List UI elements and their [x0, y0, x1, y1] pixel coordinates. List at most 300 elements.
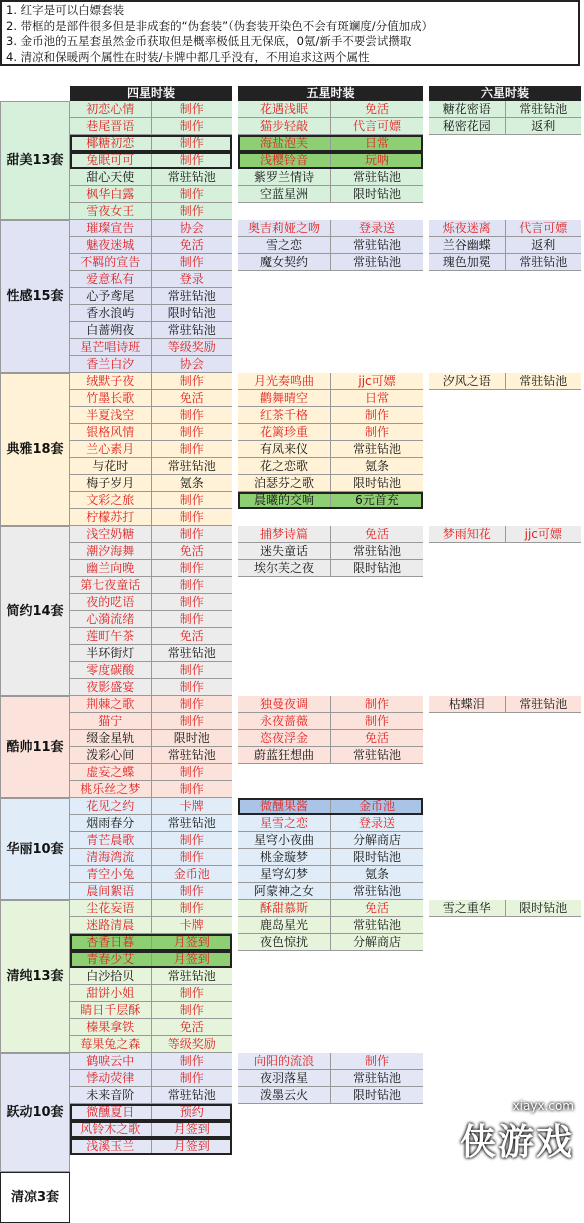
outfit-source: 制作: [151, 611, 233, 627]
outfit-name: 瑰色加冕: [442, 255, 491, 269]
outfit-source: 分解商店: [330, 832, 423, 848]
table-row: [70, 1036, 232, 1053]
outfit-name: 香兰白汐: [86, 357, 135, 371]
outfit-source: 制作: [151, 407, 233, 423]
table-row: [70, 560, 232, 577]
table-row: [70, 118, 232, 135]
outfit-source: 制作: [151, 900, 233, 916]
outfit-source: 6元首充: [330, 492, 423, 508]
outfit-name: 鹤唳云中: [86, 1054, 135, 1068]
outfit-source: 制作: [151, 118, 233, 134]
table-row: [70, 968, 232, 985]
table-row: [429, 696, 581, 713]
outfit-source: 协会: [151, 356, 233, 372]
outfit-source: 免活: [330, 730, 423, 746]
outfit-source: 制作: [330, 696, 423, 712]
outfit-name: 恣夜浮金: [259, 731, 308, 745]
outfit-source: 常驻钻池: [330, 237, 423, 253]
category-cell: [0, 1172, 70, 1223]
outfit-source: 常驻钻池: [151, 645, 233, 661]
table-row: [70, 1070, 232, 1087]
outfit-name: 花遇浅眠: [259, 102, 308, 116]
table-row: [70, 1002, 232, 1019]
outfit-name: 紫罗兰情诗: [253, 170, 314, 184]
outfit-name: 尘花妄语: [86, 901, 135, 915]
outfit-source: 常驻钻池: [505, 696, 582, 712]
table-row: [238, 832, 423, 849]
category-count: 18套: [32, 442, 64, 457]
category-name: 典雅: [6, 442, 33, 457]
category-name: 酷帅: [6, 739, 33, 755]
category-cell: [0, 696, 70, 798]
table-row: [70, 543, 232, 560]
outfit-name: 缀金星轨: [86, 731, 135, 745]
outfit-name: 竹墨长歌: [86, 391, 135, 405]
outfit-source: 制作: [151, 577, 233, 593]
table-row: [70, 900, 232, 917]
outfit-name: 独曼夜调: [259, 697, 308, 711]
outfit-name: 椰糖初恋: [86, 136, 135, 150]
outfit-source: 常驻钻池: [330, 747, 423, 763]
outfit-name: 青芒晨歌: [86, 833, 135, 847]
outfit-name: 榛果拿铁: [86, 1020, 135, 1034]
outfit-source: 常驻钻池: [151, 169, 233, 185]
outfit-source: 制作: [151, 424, 233, 440]
table-row: [70, 917, 232, 934]
outfit-name: 有凤来仪: [259, 442, 308, 456]
table-row: [238, 390, 423, 407]
category-cell: [0, 900, 70, 1053]
outfit-name: 兰心素月: [86, 442, 135, 456]
watermark-site: xiayx.com: [512, 1099, 574, 1113]
outfit-source: 限时池: [151, 730, 233, 746]
table-row: [238, 815, 423, 832]
table-row: [238, 798, 423, 815]
outfit-source: 代言可嫖: [505, 220, 582, 236]
table-row: [70, 169, 232, 186]
table-row: [429, 526, 581, 543]
outfit-name: 微醺夏日: [86, 1105, 135, 1119]
outfit-source: 制作: [151, 1070, 233, 1086]
outfit-source: 制作: [330, 713, 423, 729]
note-4: 4. 清凉和保暖两个属性在时装/卡牌中都几乎没有，不用追求这两个属性: [6, 49, 370, 64]
outfit-name: 烟雨春分: [86, 816, 135, 830]
outfit-name: 空蓝星洲: [259, 187, 308, 201]
outfit-name: 甜心天使: [86, 170, 135, 184]
watermark-brand: 侠游戏: [459, 1122, 574, 1163]
six-star-header: 六星时装: [429, 86, 581, 101]
category-count: 3套: [36, 1190, 60, 1205]
outfit-source: 日常: [330, 135, 423, 151]
outfit-source: 常驻钻池: [330, 543, 423, 559]
table-row: [70, 407, 232, 424]
outfit-name: 夜影盛宴: [86, 680, 135, 694]
outfit-source: 制作: [151, 679, 233, 695]
outfit-name: 文彩之旅: [86, 493, 135, 507]
category-name: 简约: [6, 603, 33, 619]
category-cell: [0, 1053, 70, 1172]
note-2: 2. 带框的是部件很多但是非成套的“伪套装”（伪套装开染色不会有斑斓度/分值加成）: [6, 18, 434, 33]
outfit-source: 登录送: [330, 220, 423, 236]
outfit-source: 免活: [330, 900, 423, 916]
outfit-name: 秘密花园: [442, 119, 491, 133]
outfit-source: 制作: [151, 526, 233, 542]
outfit-name: 桃金璇梦: [259, 850, 308, 864]
table-row: [238, 118, 423, 135]
outfit-name: 潮汐海舞: [86, 544, 135, 558]
outfit-source: 制作: [151, 849, 233, 865]
table-row: [238, 169, 423, 186]
table-row: [70, 815, 232, 832]
table-row: [70, 713, 232, 730]
outfit-name: 璀璨宣告: [86, 221, 135, 235]
table-row: [238, 152, 423, 169]
outfit-source: 制作: [151, 713, 233, 729]
table-row: [70, 662, 232, 679]
outfit-name: 半环街灯: [86, 646, 135, 660]
outfit-source: 分解商店: [330, 934, 423, 950]
outfit-name: 酥甜慕斯: [259, 901, 308, 915]
outfit-source: 常驻钻池: [330, 441, 423, 457]
outfit-name: 夜的呓语: [86, 595, 135, 609]
outfit-name: 捕梦诗篇: [259, 527, 308, 541]
outfit-source: 限时钻池: [330, 560, 423, 576]
outfit-source: 预约: [151, 1104, 233, 1120]
table-row: [238, 526, 423, 543]
outfit-source: 免活: [151, 237, 233, 253]
table-row: [429, 220, 581, 237]
outfit-source: 限时钻池: [330, 186, 423, 202]
outfit-name: 心予鸢尾: [86, 289, 135, 303]
table-row: [70, 866, 232, 883]
outfit-name: 晨曦的交响: [253, 493, 314, 507]
outfit-name: 泼墨云火: [259, 1088, 308, 1102]
outfit-name: 枫华白露: [86, 187, 135, 201]
outfit-name: 梅子岁月: [86, 476, 135, 490]
outfit-name: 月光奏鸣曲: [253, 374, 314, 388]
outfit-name: 悸动荧律: [86, 1071, 135, 1085]
outfit-name: 夜羽落星: [259, 1071, 308, 1085]
table-row: [70, 611, 232, 628]
table-row: [70, 594, 232, 611]
outfit-name: 鹿岛星光: [259, 918, 308, 932]
table-row: [70, 305, 232, 322]
outfit-name: 兰谷幽蝶: [442, 238, 491, 252]
outfit-source: 玩呐: [330, 152, 423, 168]
outfit-name: 柠檬苏打: [86, 510, 135, 524]
table-row: [429, 118, 581, 135]
category-cell: [0, 526, 70, 696]
category-cell: [0, 220, 70, 373]
category-name: 甜美: [6, 153, 33, 168]
outfit-source: 制作: [151, 373, 233, 389]
table-row: [70, 373, 232, 390]
table-row: [238, 1087, 423, 1104]
category-count: 14套: [32, 603, 64, 619]
outfit-name: 虚妄之蝶: [86, 765, 135, 779]
table-row: [70, 339, 232, 356]
outfit-source: 常驻钻池: [330, 883, 423, 899]
outfit-name: 雪之恋: [265, 238, 302, 252]
table-row: [70, 764, 232, 781]
outfit-source: 金币池: [151, 866, 233, 882]
outfit-source: 制作: [151, 441, 233, 457]
note-1: 1. 红字是可以白嫖套装: [6, 3, 125, 17]
category-name: 华丽: [6, 841, 33, 857]
outfit-name: 红茶千格: [259, 408, 308, 422]
outfit-source: 免活: [151, 390, 233, 406]
table-row: [238, 543, 423, 560]
table-row: [238, 849, 423, 866]
outfit-name: 猫步轻敲: [259, 119, 308, 133]
outfit-source: 等级奖励: [151, 1036, 233, 1052]
outfit-source: 常驻钻池: [151, 747, 233, 763]
category-count: 15套: [32, 289, 64, 304]
category-count: 10套: [32, 841, 64, 857]
outfit-name: 白沙拾贝: [86, 969, 135, 983]
category-cell: [0, 798, 70, 900]
table-row: [70, 356, 232, 373]
outfit-source: 制作: [151, 254, 233, 270]
table-row: [238, 407, 423, 424]
outfit-source: 卡牌: [151, 798, 233, 814]
outfit-source: 制作: [151, 781, 233, 797]
table-row: [238, 458, 423, 475]
outfit-source: 登录: [151, 271, 233, 287]
outfit-source: 常驻钻池: [151, 458, 233, 474]
category-count: 13套: [32, 153, 64, 168]
table-row: [70, 883, 232, 900]
note-3: 3. 金币池的五星套虽然金币获取但是概率极低且无保底，0氪/新手不要尝试攒取: [6, 34, 412, 48]
outfit-name: 浅空奶糖: [86, 527, 135, 541]
outfit-name: 枯蝶泪: [448, 697, 485, 711]
table-row: [70, 186, 232, 203]
outfit-source: 金币池: [330, 798, 423, 814]
table-row: [238, 135, 423, 152]
table-row: [70, 1121, 232, 1138]
outfit-name: 巷尾晋语: [86, 119, 135, 133]
outfit-source: 等级奖励: [151, 339, 233, 355]
outfit-source: 制作: [151, 662, 233, 678]
outfit-source: 常驻钻池: [151, 288, 233, 304]
table-row: [70, 509, 232, 526]
outfit-source: 常驻钻池: [151, 968, 233, 984]
outfit-source: 限时钻池: [151, 305, 233, 321]
outfit-source: 制作: [151, 594, 233, 610]
table-row: [70, 254, 232, 271]
outfit-source: 常驻钻池: [330, 917, 423, 933]
outfit-name: 雪夜女王: [86, 204, 135, 218]
table-row: [238, 424, 423, 441]
outfit-name: 睛日千层酥: [80, 1003, 141, 1017]
outfit-source: 制作: [151, 696, 233, 712]
table-row: [70, 1138, 232, 1155]
outfit-source: 氪条: [151, 475, 233, 491]
outfit-source: 代言可嫖: [330, 118, 423, 134]
table-row: [70, 832, 232, 849]
outfit-name: 幽兰向晚: [86, 561, 135, 575]
outfit-name: 第七夜童话: [80, 578, 141, 592]
outfit-source: 制作: [151, 152, 233, 168]
table-row: [238, 254, 423, 271]
outfit-source: 返利: [505, 237, 582, 253]
watermark: [459, 1099, 574, 1165]
outfit-source: 氪条: [330, 458, 423, 474]
outfit-name: 向阳的流浪: [253, 1054, 314, 1068]
outfit-source: 制作: [151, 1002, 233, 1018]
table-row: [238, 186, 423, 203]
outfit-source: 制作: [151, 985, 233, 1001]
table-row: [70, 458, 232, 475]
outfit-name: 魔女契约: [259, 255, 308, 269]
table-row: [238, 883, 423, 900]
five-star-column: [238, 86, 423, 1223]
outfit-source: 免活: [151, 543, 233, 559]
outfit-source: 常驻钻池: [330, 254, 423, 270]
category-name: 清纯: [6, 969, 33, 984]
outfit-name: 香水浪屿: [86, 306, 135, 320]
outfit-source: 月签到: [151, 934, 233, 950]
table-row: [70, 577, 232, 594]
outfit-source: 限时钻池: [330, 1087, 423, 1103]
five-star-header: 五星时装: [238, 86, 423, 101]
outfit-name: 白蔷朔夜: [86, 323, 135, 337]
table-row: [70, 781, 232, 798]
notes-box: [0, 0, 580, 66]
table-row: [70, 492, 232, 509]
table-row: [238, 220, 423, 237]
outfit-source: 常驻钻池: [505, 373, 582, 389]
outfit-source: 制作: [151, 883, 233, 899]
table-row: [238, 900, 423, 917]
table-row: [70, 730, 232, 747]
category-count: 13套: [32, 969, 64, 984]
outfit-name: 海盐泡芙: [259, 136, 308, 150]
outfit-source: 氪条: [330, 866, 423, 882]
outfit-source: 月签到: [151, 1121, 233, 1137]
outfit-name: 阿蒙神之女: [253, 884, 314, 898]
outfit-source: 制作: [330, 424, 423, 440]
outfit-source: 常驻钻池: [330, 169, 423, 185]
table-row: [70, 985, 232, 1002]
outfit-source: 制作: [151, 764, 233, 780]
outfit-source: 制作: [151, 560, 233, 576]
table-row: [70, 679, 232, 696]
table-row: [238, 441, 423, 458]
six-star-column: [429, 86, 581, 1223]
table-row: [70, 322, 232, 339]
table-row: [70, 696, 232, 713]
outfit-source: 常驻钻池: [151, 815, 233, 831]
table-row: [238, 373, 423, 390]
table-row: [70, 934, 232, 951]
outfit-source: 登录送: [330, 815, 423, 831]
outfit-source: 制作: [151, 492, 233, 508]
outfit-source: 常驻钻池: [151, 322, 233, 338]
outfit-name: 泊瑟芬之歌: [253, 476, 314, 490]
outfit-source: 制作: [151, 135, 233, 151]
outfit-name: 甜饼小姐: [86, 986, 135, 1000]
outfit-name: 银格风情: [86, 425, 135, 439]
table-row: [238, 475, 423, 492]
outfit-source: 日常: [330, 390, 423, 406]
outfit-name: 花篱珍重: [259, 425, 308, 439]
table-row: [238, 492, 423, 509]
table-row: [70, 424, 232, 441]
outfit-source: 常驻钻池: [505, 254, 582, 270]
table-row: [70, 1019, 232, 1036]
outfit-source: 制作: [151, 509, 233, 525]
outfit-name: 绒默子夜: [86, 374, 135, 388]
outfit-name: 荆棘之歌: [86, 697, 135, 711]
outfit-source: 常驻钻池: [505, 101, 582, 117]
table-row: [238, 560, 423, 577]
outfit-name: 迷失童话: [259, 544, 308, 558]
outfit-name: 蔚蓝狂想曲: [253, 748, 314, 762]
outfit-name: 泼彩心间: [86, 748, 135, 762]
table-row: [429, 373, 581, 390]
outfit-name: 糖花密语: [442, 102, 491, 116]
outfit-source: 协会: [151, 220, 233, 236]
table-row: [238, 696, 423, 713]
table-row: [70, 628, 232, 645]
table-row: [70, 798, 232, 815]
outfit-source: 月签到: [151, 1138, 233, 1154]
table-row: [70, 1104, 232, 1121]
outfit-source: 制作: [151, 1053, 233, 1069]
outfit-name: 心漪流绪: [86, 612, 135, 626]
category-count: 11套: [32, 739, 64, 755]
table-row: [70, 288, 232, 305]
outfit-source: 制作: [151, 101, 233, 117]
outfit-source: 免活: [151, 628, 233, 644]
outfit-name: 星穹小夜曲: [253, 833, 314, 847]
outfit-name: 莓果兔之森: [80, 1037, 141, 1051]
outfit-source: 限时钻池: [330, 849, 423, 865]
outfit-name: 烁夜迷离: [442, 221, 491, 235]
table-row: [429, 101, 581, 118]
outfit-name: 星芒唱诗班: [80, 340, 141, 354]
outfit-source: 常驻钻池: [151, 1087, 233, 1103]
outfit-source: 制作: [330, 407, 423, 423]
table-row: [238, 730, 423, 747]
table-row: [238, 713, 423, 730]
table-row: [238, 1053, 423, 1070]
table-row: [70, 645, 232, 662]
outfit-name: 青空小兔: [86, 867, 135, 881]
outfit-name: 迷路清晨: [86, 918, 135, 932]
table-row: [70, 475, 232, 492]
table-row: [70, 237, 232, 254]
outfit-name: 兔眠可可: [86, 153, 135, 167]
table-row: [429, 254, 581, 271]
outfit-name: 半夏浅空: [86, 408, 135, 422]
four-star-header: 四星时装: [70, 86, 232, 101]
outfit-name: 汐风之语: [442, 374, 491, 388]
category-name: 跃动: [6, 1105, 33, 1120]
outfit-source: 制作: [330, 1053, 423, 1069]
table-row: [429, 900, 581, 917]
table-row: [70, 441, 232, 458]
outfit-source: jjc可嫖: [330, 373, 423, 389]
outfit-name: 雪之重华: [442, 901, 491, 915]
table-row: [238, 747, 423, 764]
table-row: [70, 203, 232, 220]
outfit-name: 花见之约: [86, 799, 135, 813]
outfit-name: 莲町午茶: [86, 629, 135, 643]
category-count: 10套: [32, 1105, 64, 1120]
table-row: [238, 866, 423, 883]
